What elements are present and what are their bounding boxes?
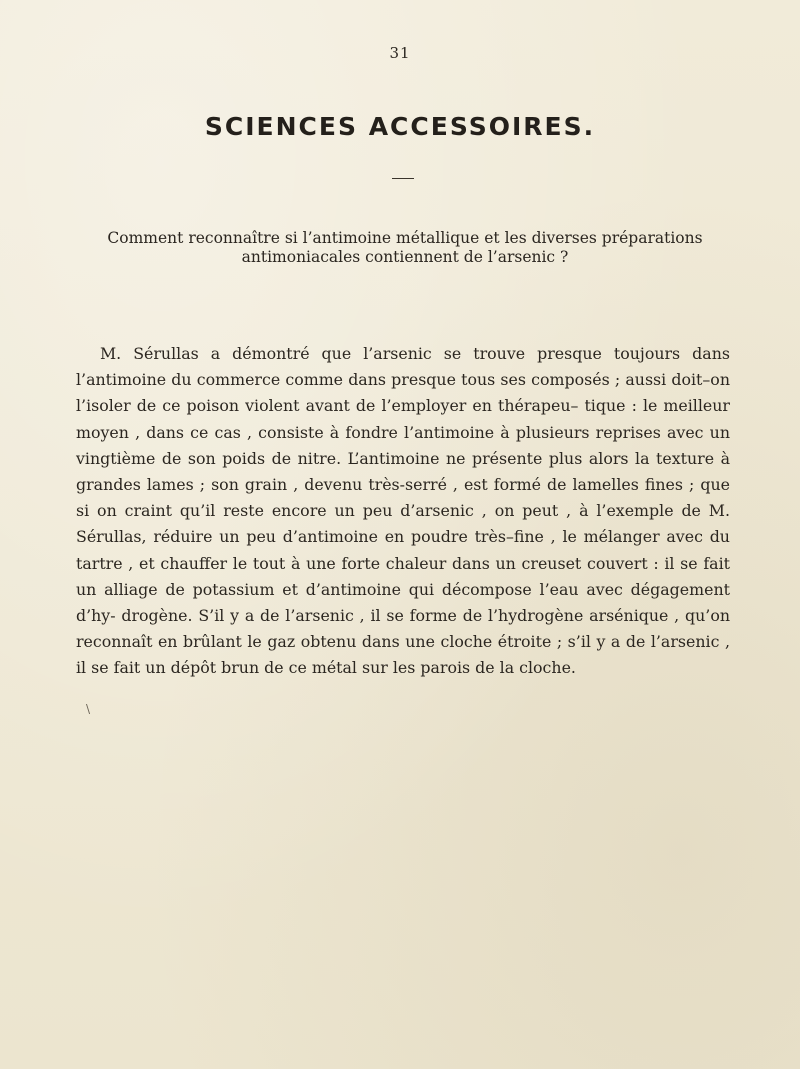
question-heading: Comment reconnaître si l’antimoine métallique et les diverses préparations antimoniacales contiennent de l’arsenic ? xyxy=(107,229,703,266)
body-paragraph: M. Sérullas a démontré que l’arsenic se trouve presque toujours dans l’antimoine du commerce comme dans presque tous ses composés ; aussi doit–on l’isoler de ce poison violent avant de l’employer en thérapeu– tique : le meilleur moyen , dans ce cas , consiste à fondre l’antimoine à plusieurs reprises avec un vingtième de son poids de nitre. L’antimoine ne présente plus alors la texture à grandes lames ; son grain , devenu très-serré , est formé de lamelles fines ; que si on craint qu’il reste encore un peu d’arsenic , on peut , à l’exemple de M. Sérullas, réduire un peu d’antimoine en poudre très–fine , le mélanger avec du tartre , et chauffer le tout à une forte chaleur dans un creuset couvert : il se fait un alliage de potassium et d’antimoine qui décompose l’eau avec dégagement d’hy- drogène. S’il y a de l’arsenic , il se forme de l’hydrogène arsénique , qu’on reconnaît en brûlant le gaz obtenu dans une cloche étroite ; s’il y a de l’arsenic , il se fait un dépôt brun de ce métal sur les parois de la cloche. xyxy=(76,344,730,678)
section-title: SCIENCES ACCESSOIRES. xyxy=(204,112,596,141)
ink-mark: \ xyxy=(86,702,91,716)
page-number: 31 xyxy=(389,44,411,62)
title-divider xyxy=(392,178,414,179)
